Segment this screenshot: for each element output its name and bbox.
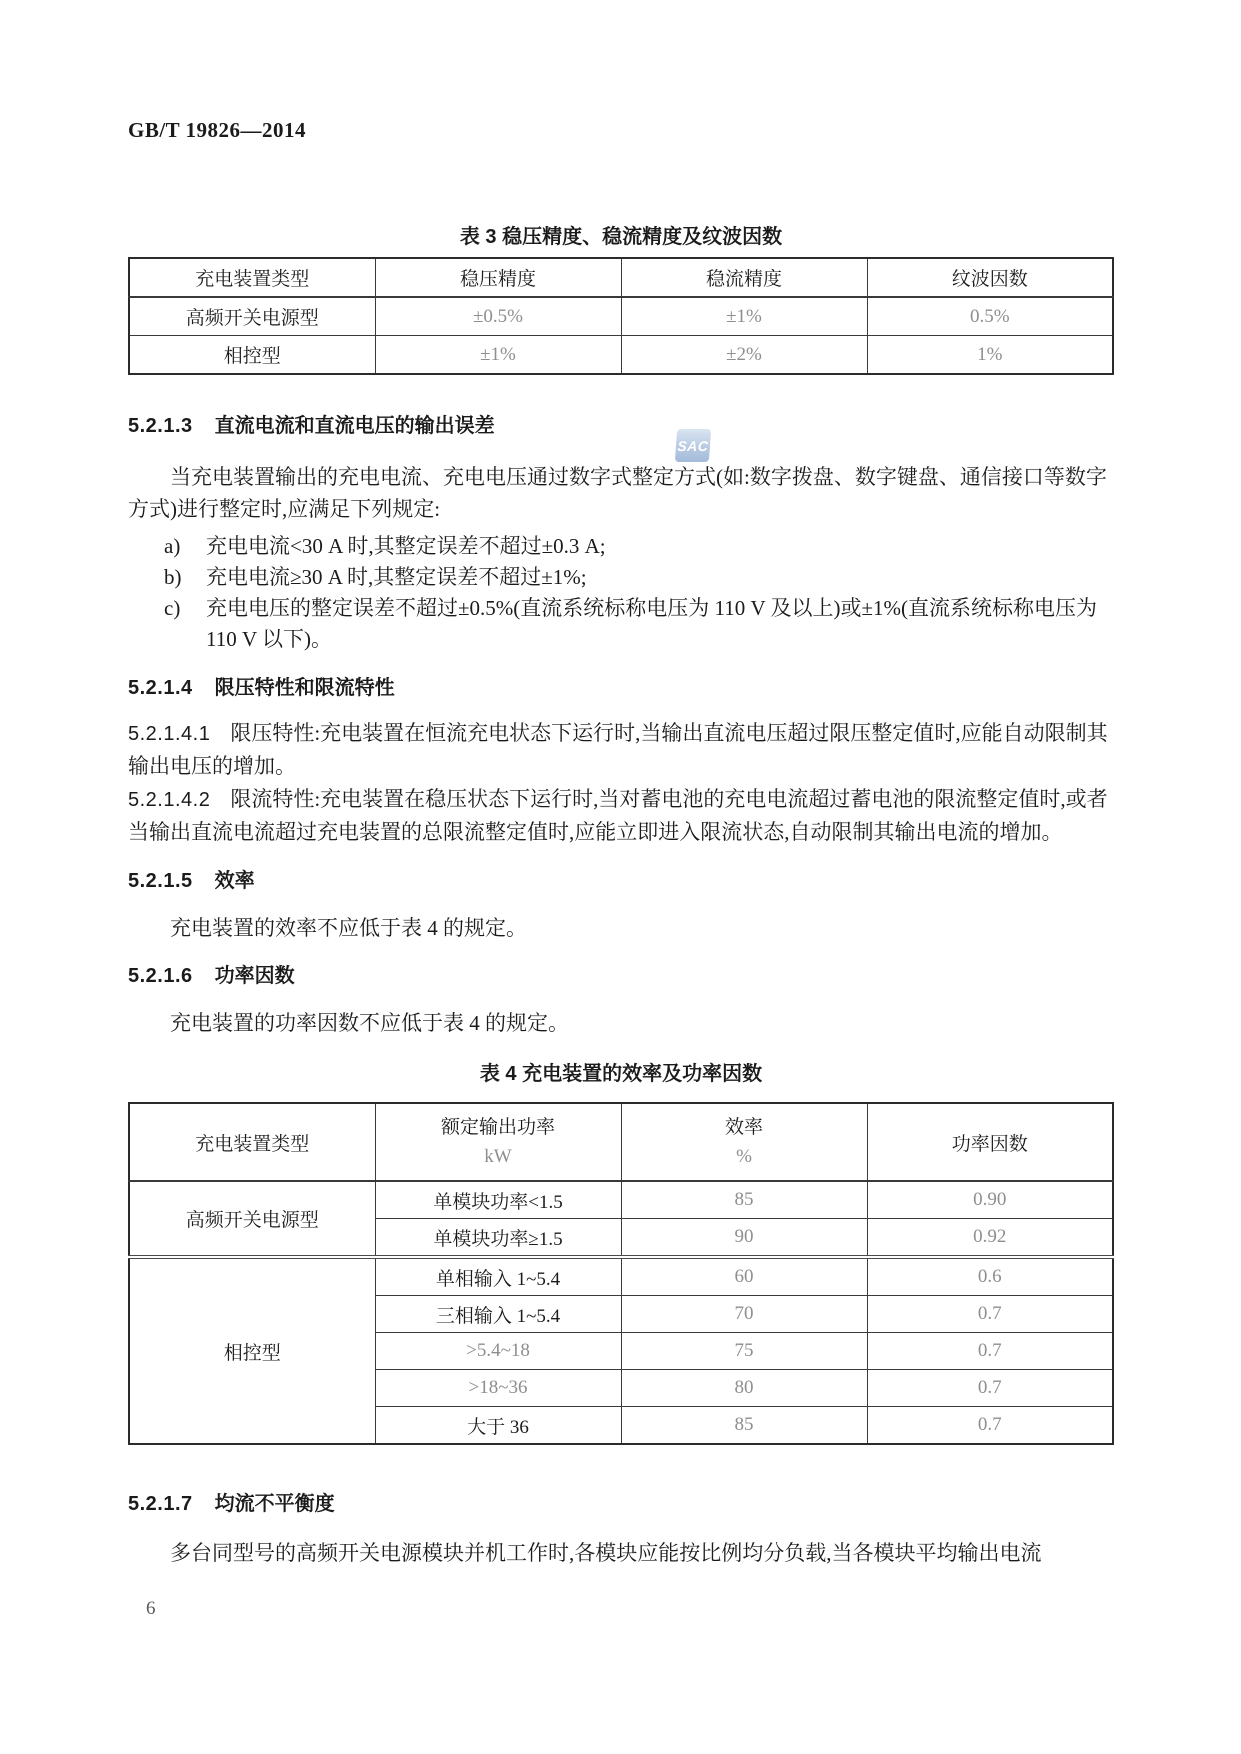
table4 bbox=[128, 1102, 1114, 1445]
page-number: 6 bbox=[146, 1598, 156, 1619]
list-item-c bbox=[128, 593, 1114, 655]
table3-header-cell: 稳流精度 bbox=[621, 258, 867, 297]
paragraph-5-2-1-4-1 bbox=[128, 718, 1114, 782]
table-cell: ±0.5% bbox=[375, 297, 621, 336]
table-cell: 0.92 bbox=[867, 1219, 1113, 1258]
table-cell: 0.7 bbox=[867, 1370, 1113, 1407]
table-cell: 0.7 bbox=[867, 1333, 1113, 1370]
table-cell: >5.4~18 bbox=[375, 1333, 621, 1370]
table-cell: 大于 36 bbox=[375, 1407, 621, 1445]
list-item-text: 充电电压的整定误差不超过±0.5%(直流系统标称电压为 110 V 及以上)或±1%(直流系统标称电压为 110 V 以下)。 bbox=[206, 596, 1098, 651]
paragraph-5-2-1-3: 当充电装置输出的充电电流、充电电压通过数字式整定方式(如:数字拨盘、数字键盘、通信接口等数字方式)进行整定时,应满足下列规定: bbox=[128, 465, 1107, 521]
list-item-a bbox=[128, 531, 1114, 562]
clause-text: 限流特性:充电装置在稳压状态下运行时,当对蓄电池的充电电流超过蓄电池的限流整定值时,或者当输出直流电流超过充电装置的总限流整定值时,应能立即进入限流状态,自动限制其输出电流的增加。 bbox=[128, 787, 1108, 844]
section-title: 均流不平衡度 bbox=[214, 1493, 335, 1515]
section-title: 直流电流和直流电压的输出误差 bbox=[214, 415, 495, 437]
table-cell: 相控型 bbox=[129, 336, 375, 375]
table4-header-cell: 充电装置类型 bbox=[129, 1103, 375, 1181]
table-cell: 85 bbox=[621, 1407, 867, 1445]
table3-header-cell: 充电装置类型 bbox=[129, 258, 375, 297]
table3-caption: 表 3 稳压精度、稳流精度及纹波因数 bbox=[459, 226, 783, 248]
table-cell: 单相输入 1~5.4 bbox=[375, 1257, 621, 1296]
section-heading-5-2-1-4 bbox=[128, 675, 1114, 702]
list-item-label: b) bbox=[164, 565, 182, 589]
section-number: 5.2.1.6 bbox=[128, 964, 193, 987]
clause-number: 5.2.1.4.1 bbox=[128, 723, 211, 745]
list-item-label: a) bbox=[164, 534, 181, 558]
section-title: 效率 bbox=[214, 870, 255, 892]
table4-header-cell bbox=[621, 1103, 867, 1181]
table-cell: 单模块功率<1.5 bbox=[375, 1181, 621, 1219]
table-cell: 1% bbox=[867, 336, 1113, 375]
clause-text: 限压特性:充电装置在恒流充电状态下运行时,当输出直流电压超过限压整定值时,应能自动限制其输出电压的增加。 bbox=[128, 721, 1108, 778]
header-line1: 效率 bbox=[724, 1116, 763, 1138]
table-cell: >18~36 bbox=[375, 1370, 621, 1407]
table-cell: 75 bbox=[621, 1333, 867, 1370]
device-type-cell: 高频开关电源型 bbox=[129, 1181, 375, 1257]
section-number: 5.2.1.4 bbox=[128, 677, 193, 699]
table-row bbox=[129, 336, 1113, 375]
paragraph-5-2-1-7: 多台同型号的高频开关电源模块并机工作时,各模块应能按比例均分负载,当各模块平均输出电流 bbox=[170, 1541, 1042, 1565]
table-row bbox=[129, 297, 1113, 336]
section-title: 功率因数 bbox=[214, 964, 295, 987]
header-unit: % bbox=[736, 1146, 752, 1167]
section-heading-5-2-1-6 bbox=[128, 963, 1114, 990]
table-cell: 80 bbox=[621, 1370, 867, 1407]
table4-header-row bbox=[129, 1103, 1113, 1181]
sac-watermark-icon bbox=[675, 429, 711, 462]
list-item-b bbox=[128, 562, 1114, 593]
section-number: 5.2.1.5 bbox=[128, 870, 193, 892]
clause-number: 5.2.1.4.2 bbox=[128, 789, 211, 811]
standard-number: GB/T 19826—2014 bbox=[128, 118, 307, 142]
table3-header-cell: 稳压精度 bbox=[375, 258, 621, 297]
section-number: 5.2.1.3 bbox=[128, 415, 193, 437]
table-cell: 90 bbox=[621, 1219, 867, 1258]
paragraph-5-2-1-6: 充电装置的功率因数不应低于表 4 的规定。 bbox=[170, 1010, 569, 1035]
table3-header-cell: 纹波因数 bbox=[867, 258, 1113, 297]
table-cell: 0.7 bbox=[867, 1296, 1113, 1333]
watermark-text: SAC bbox=[676, 437, 710, 454]
table4-caption: 表 4 充电装置的效率及功率因数 bbox=[479, 1063, 763, 1085]
ordered-list bbox=[128, 531, 1114, 655]
table-cell: 0.6 bbox=[867, 1257, 1113, 1296]
section-heading-5-2-1-5 bbox=[128, 868, 1114, 895]
table-cell: ±1% bbox=[621, 297, 867, 336]
table-cell: 0.7 bbox=[867, 1407, 1113, 1445]
header-unit: kW bbox=[484, 1146, 512, 1167]
table-cell: 三相输入 1~5.4 bbox=[375, 1296, 621, 1333]
table-cell: 高频开关电源型 bbox=[129, 297, 375, 336]
table4-header-cell: 功率因数 bbox=[867, 1103, 1113, 1181]
paragraph-5-2-1-5: 充电装置的效率不应低于表 4 的规定。 bbox=[170, 916, 527, 940]
section-heading-5-2-1-7 bbox=[128, 1491, 1114, 1518]
table-cell: 0.5% bbox=[867, 297, 1113, 336]
table-cell: 0.90 bbox=[867, 1181, 1113, 1219]
table3 bbox=[128, 257, 1114, 375]
table-cell: 60 bbox=[621, 1257, 867, 1296]
table-row bbox=[129, 1257, 1113, 1296]
table-cell: 85 bbox=[621, 1181, 867, 1219]
paragraph-5-2-1-4-2 bbox=[128, 784, 1114, 848]
table-row bbox=[129, 1181, 1113, 1219]
table-cell: 单模块功率≥1.5 bbox=[375, 1219, 621, 1258]
table3-header-row bbox=[129, 258, 1113, 297]
table-cell: 70 bbox=[621, 1296, 867, 1333]
section-heading-5-2-1-3 bbox=[128, 413, 1114, 440]
table-cell: ±1% bbox=[375, 336, 621, 375]
header-line1: 额定输出功率 bbox=[440, 1116, 555, 1138]
section-title: 限压特性和限流特性 bbox=[214, 677, 395, 699]
table4-header-cell bbox=[375, 1103, 621, 1181]
list-item-text: 充电电流≥30 A 时,其整定误差不超过±1%; bbox=[206, 565, 587, 589]
table-cell: ±2% bbox=[621, 336, 867, 375]
page-content bbox=[128, 0, 1114, 1570]
section-number: 5.2.1.7 bbox=[128, 1493, 193, 1515]
device-type-cell: 相控型 bbox=[129, 1257, 375, 1444]
list-item-label: c) bbox=[164, 596, 181, 620]
list-item-text: 充电电流<30 A 时,其整定误差不超过±0.3 A; bbox=[206, 534, 606, 558]
